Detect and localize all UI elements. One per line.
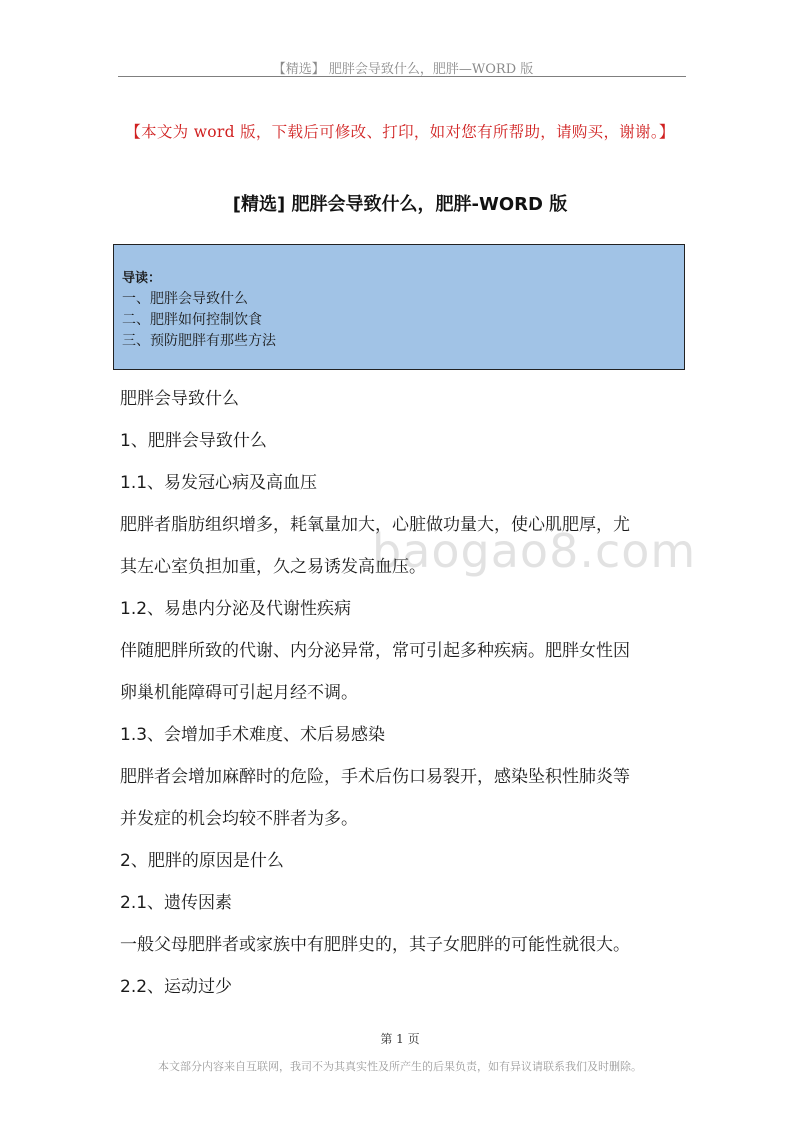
document-body (120, 378, 690, 1008)
heading-1-2: 1.2、易患内分泌及代谢性疾病 (120, 599, 352, 619)
page-header: 【精选】 肥胖会导致什么，肥胖—WORD 版 (272, 62, 534, 77)
guide-box (113, 244, 685, 370)
download-notice: 【本文为 word 版，下载后可修改、打印，如对您有所帮助，请购买，谢谢。】 (125, 123, 675, 141)
heading-2: 2、肥胖的原因是什么 (120, 851, 284, 871)
guide-label: 导读： (122, 271, 162, 286)
header-divider (118, 76, 686, 77)
heading-1-3: 1.3、会增加手术难度、术后易感染 (120, 725, 386, 745)
guide-item-2[interactable]: 二、肥胖如何控制饮食 (122, 312, 262, 328)
footer-disclaimer: 本文部分内容来自互联网，我司不为其真实性及所产生的后果负责，如有异议请联系我们及时删除。 (158, 1060, 642, 1073)
document-title: [精选] 肥胖会导致什么，肥胖-WORD 版 (232, 194, 568, 215)
guide-item-3[interactable]: 三、预防肥胖有那些方法 (122, 333, 276, 349)
paragraph: 并发症的机会均较不胖者为多。 (120, 809, 358, 829)
paragraph: 肥胖者脂肪组织增多，耗氧量加大，心脏做功量大，使心肌肥厚，尤 (120, 515, 630, 535)
heading-2-2: 2.2、运动过少 (120, 977, 233, 997)
paragraph: 肥胖者会增加麻醉时的危险，手术后伤口易裂开，感染坠积性肺炎等 (120, 767, 630, 787)
heading-1: 1、肥胖会导致什么 (120, 431, 267, 451)
paragraph: 卵巢机能障碍可引起月经不调。 (120, 683, 358, 703)
paragraph: 其左心室负担加重，久之易诱发高血压。 (120, 557, 426, 577)
section-heading: 肥胖会导致什么 (120, 389, 239, 409)
guide-item-1[interactable]: 一、肥胖会导致什么 (122, 291, 248, 307)
watermark: baogao8.com (372, 524, 697, 578)
heading-1-1: 1.1、易发冠心病及高血压 (120, 473, 318, 493)
heading-2-1: 2.1、遗传因素 (120, 893, 233, 913)
page-number: 第 1 页 (380, 1032, 420, 1046)
paragraph: 一般父母肥胖者或家族中有肥胖史的，其子女肥胖的可能性就很大。 (120, 935, 630, 955)
paragraph: 伴随肥胖所致的代谢、内分泌异常，常可引起多种疾病。肥胖女性因 (120, 641, 630, 661)
